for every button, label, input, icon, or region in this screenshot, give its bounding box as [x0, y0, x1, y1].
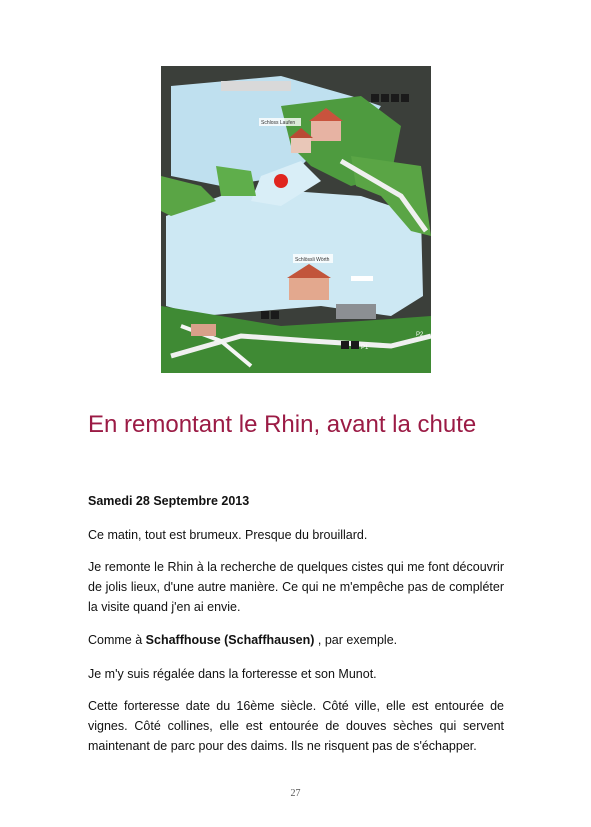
schaffhouse-name: Schaffhouse (Schaffhausen) [145, 633, 315, 647]
map-label-top: Schloss Laufen [261, 120, 296, 126]
page-title: En remontant le Rhin, avant la chute [88, 411, 477, 438]
entry-date: Samedi 28 Septembre 2013 [88, 494, 250, 508]
map-parking-2: P2 [416, 332, 424, 338]
map-label-bottom: Schlössli Wörth [295, 257, 330, 263]
map-illustration [161, 66, 431, 373]
map-parking-1: P1 [361, 345, 369, 351]
schaffhouse-after: , par exemple. [314, 633, 398, 647]
paragraph-3 [88, 630, 504, 650]
paragraph-2: Je remonte le Rhin à la recherche de quelques cistes qui me font découvrir de jolis lieux, d'une autre manière. Ce qui ne m'empêche pas de compléter la visite quand j'en ai envie. [88, 560, 504, 614]
paragraph-4: Je m'y suis régalée dans la forteresse et son Munot. [88, 667, 377, 681]
waterfall-map-image [161, 66, 431, 373]
schaffhouse-before: Comme à [88, 633, 146, 647]
paragraph-5: Cette forteresse date du 16ème siècle. Côté ville, elle est entourée de vignes. Côté collines, elle est entourée de douves sèches qui servent maintenant de parc pour des daims. Ils ne risquent pas de s'échapper. [88, 699, 504, 753]
page-number: 27 [290, 788, 301, 799]
paragraph-1: Ce matin, tout est brumeux. Presque du brouillard. [88, 528, 368, 542]
